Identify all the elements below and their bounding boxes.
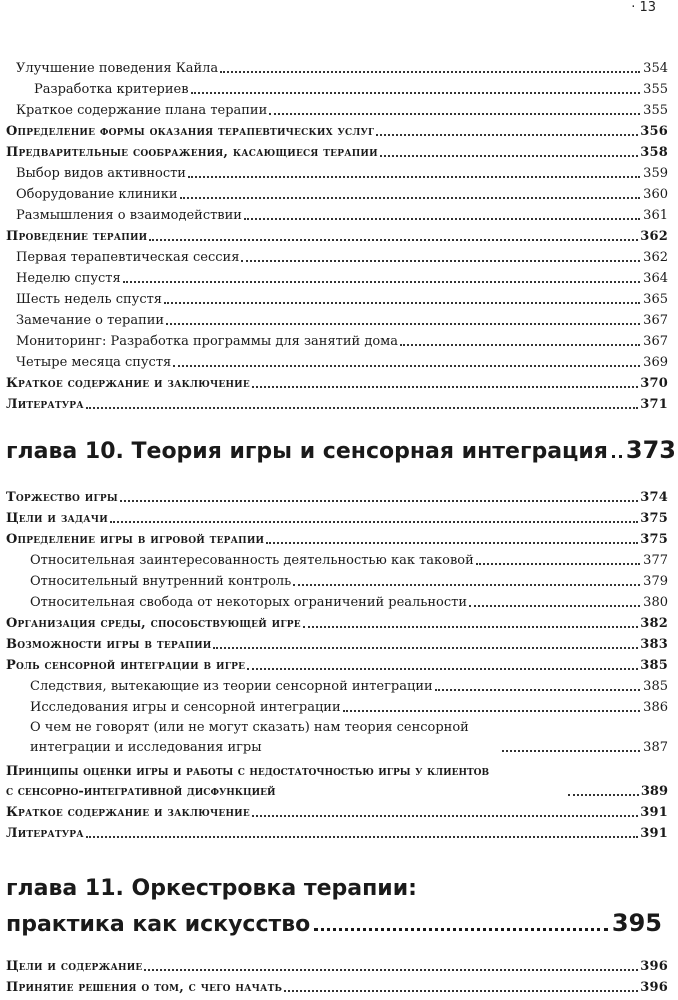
chapter-10-heading [6,436,677,464]
page-ref: 359 [643,166,668,181]
page-ref: 391 [640,805,668,820]
entry-title: Первая терапевтическая сессия [16,250,240,265]
dot-leader [110,521,638,523]
toc-section-chapter10 [6,487,668,718]
toc-entry [6,121,668,142]
chapter-title: глава 10. Теория игры и сенсорная интеграция [6,439,608,464]
page-ref: 367 [643,313,668,328]
entry-title: Шесть недель спустя [16,292,163,307]
entry-title: Торжество игры [6,490,118,505]
entry-title: Замечание о терапии [16,313,165,328]
toc-entry [6,142,668,163]
entry-title: Возможности игры в терапии [6,637,212,652]
dot-leader [241,260,640,262]
page-ref: 370 [640,376,668,391]
toc-entry [6,823,668,844]
toc-entry [6,529,668,550]
entry-title: Исследования игры и сенсорной интеграции [30,700,341,715]
toc-wrapped-entries [6,718,668,802]
dot-leader [120,500,638,502]
entry-title: Литература [6,397,84,412]
toc-entry [6,247,668,268]
toc-section-chapter10-end [6,802,668,844]
dot-leader [266,542,638,544]
dot-leader [173,365,640,367]
entry-title: Определение игры в игровой терапии [6,532,265,547]
page-ref: 375 [640,532,668,547]
dot-leader [252,386,638,388]
entry-title: Размышления о взаимодействии [16,208,242,223]
toc-entry [6,310,668,331]
toc-entry [6,613,668,634]
dot-leader [343,710,640,712]
entry-line: с сенсорно-интегративной дисфункцией [6,784,276,799]
entry-title: Литература [6,826,84,841]
toc-entry [6,592,668,613]
dot-leader [303,626,638,628]
entry-title: Относительная заинтересованность деятельностью как таковой [30,553,474,568]
page-ref: 377 [643,553,668,568]
toc-section-chapter11 [6,956,668,998]
toc-entry [6,58,668,79]
entry-title: Краткое содержание и заключение [6,376,250,391]
entry-title: Организация среды, способствующей игре [6,616,301,631]
dot-leader [502,750,640,752]
entry-title: Проведение терапии [6,229,148,244]
page-ref: 371 [640,397,668,412]
dot-leader [191,92,640,94]
dot-leader [180,197,640,199]
toc-entry [6,331,668,352]
entry-title: Принятие решения о том, с чего начать [6,980,283,995]
toc-section-chapter9-end [6,58,668,415]
page-ref: 379 [643,574,668,589]
page-number: · 13 [631,0,656,15]
page-ref: 387 [643,740,668,755]
dot-leader [244,218,640,220]
page-ref: 364 [643,271,668,286]
dot-leader [314,928,608,931]
toc-entry [6,762,668,802]
toc-entry [6,226,668,247]
entry-title: Четыре месяца спустя [16,355,172,370]
toc-entry [6,718,668,758]
entry-title: Следствия, вытекающие из теории сенсорной интеграции [30,679,433,694]
page-ref: 385 [640,658,668,673]
toc-entry [6,205,668,226]
toc-entry [6,163,668,184]
entry-title: Выбор видов активности [16,166,186,181]
entry-title: Относительный внутренний контроль [30,574,292,589]
toc-entry [6,634,668,655]
chapter-title: глава 11. Оркестровка терапии: [6,876,417,901]
page-ref: 356 [640,124,668,139]
page-ref: 369 [643,355,668,370]
dot-leader [612,455,622,458]
entry-title: Предварительные соображения, касающиеся терапии [6,145,378,160]
toc-entry [6,802,668,823]
toc-entry [6,697,668,718]
toc-entry [6,289,668,310]
page-ref: 373 [625,436,677,464]
entry-line: Принципы оценки игры и работы с недостаточностью игры у клиентов [6,764,490,779]
toc-entry [6,373,668,394]
chapter-title: практика как искусство [6,912,311,937]
entry-title: Мониторинг: Разработка программы для занятий дома [16,334,399,349]
toc-entry [6,79,668,100]
page-ref: 380 [643,595,668,610]
dot-leader [164,302,640,304]
dot-leader [568,794,639,796]
dot-leader [284,990,638,992]
dot-leader [252,815,638,817]
page-ref: 382 [640,616,668,631]
toc-entry [6,977,668,998]
chapter-11-heading [6,876,662,937]
dot-leader [435,689,640,691]
page-ref: 360 [643,187,668,202]
toc-entry [6,487,668,508]
entry-line: О чем не говорят (или не могут сказать) нам теория сенсорной [30,720,469,735]
dot-leader [293,584,640,586]
dot-leader [380,155,638,157]
dot-leader [166,323,640,325]
entry-title: Цели и задачи [6,511,108,526]
entry-title: Определение формы оказания терапевтических услуг [6,124,375,139]
page-ref: 385 [643,679,668,694]
page-ref: 367 [643,334,668,349]
page-ref: 383 [640,637,668,652]
toc-entry [6,956,668,977]
page-ref: 355 [643,82,668,97]
dot-leader [220,71,640,73]
dot-leader [476,563,640,565]
toc-entry [6,100,668,121]
page-ref: 386 [643,700,668,715]
page-ref: 362 [643,250,668,265]
page-ref: 374 [640,490,668,505]
entry-title: Роль сенсорной интеграции в игре [6,658,246,673]
toc-entry [6,676,668,697]
dot-leader [149,239,638,241]
toc-entry [6,655,668,676]
dot-leader [144,969,638,971]
dot-leader [469,605,640,607]
dot-leader [213,647,638,649]
page-ref: 391 [640,826,668,841]
page-ref: 396 [640,980,668,995]
page-ref: 362 [640,229,668,244]
page-ref: 354 [643,61,668,76]
dot-leader [188,176,640,178]
page-ref: 358 [640,145,668,160]
dot-leader [123,281,640,283]
toc-entry [6,184,668,205]
page-ref: 395 [611,909,662,937]
dot-leader [247,668,638,670]
dot-leader [376,134,638,136]
page-ref: 396 [640,959,668,974]
entry-title: Разработка критериев [34,82,189,97]
page-ref: 375 [640,511,668,526]
page-ref: 365 [643,292,668,307]
entry-title: Относительная свобода от некоторых ограничений реальности [30,595,468,610]
dot-leader [269,113,640,115]
page-ref: 361 [643,208,668,223]
page-ref: 355 [643,103,668,118]
toc-entry [6,508,668,529]
entry-title: Краткое содержание плана терапии [16,103,268,118]
toc-entry [6,352,668,373]
toc-entry [6,268,668,289]
entry-title: Оборудование клиники [16,187,178,202]
entry-title: Цели и содержание [6,959,143,974]
dot-leader [86,836,638,838]
toc-entry [6,550,668,571]
entry-title: Улучшение поведения Кайла [16,61,219,76]
dot-leader [86,407,638,409]
entry-title: Неделю спустя [16,271,121,286]
dot-leader [400,344,640,346]
page-ref: 389 [640,784,668,799]
entry-title: Краткое содержание и заключение [6,805,250,820]
toc-entry [6,394,668,415]
toc-entry [6,571,668,592]
entry-line: интеграции и исследования игры [30,740,262,755]
